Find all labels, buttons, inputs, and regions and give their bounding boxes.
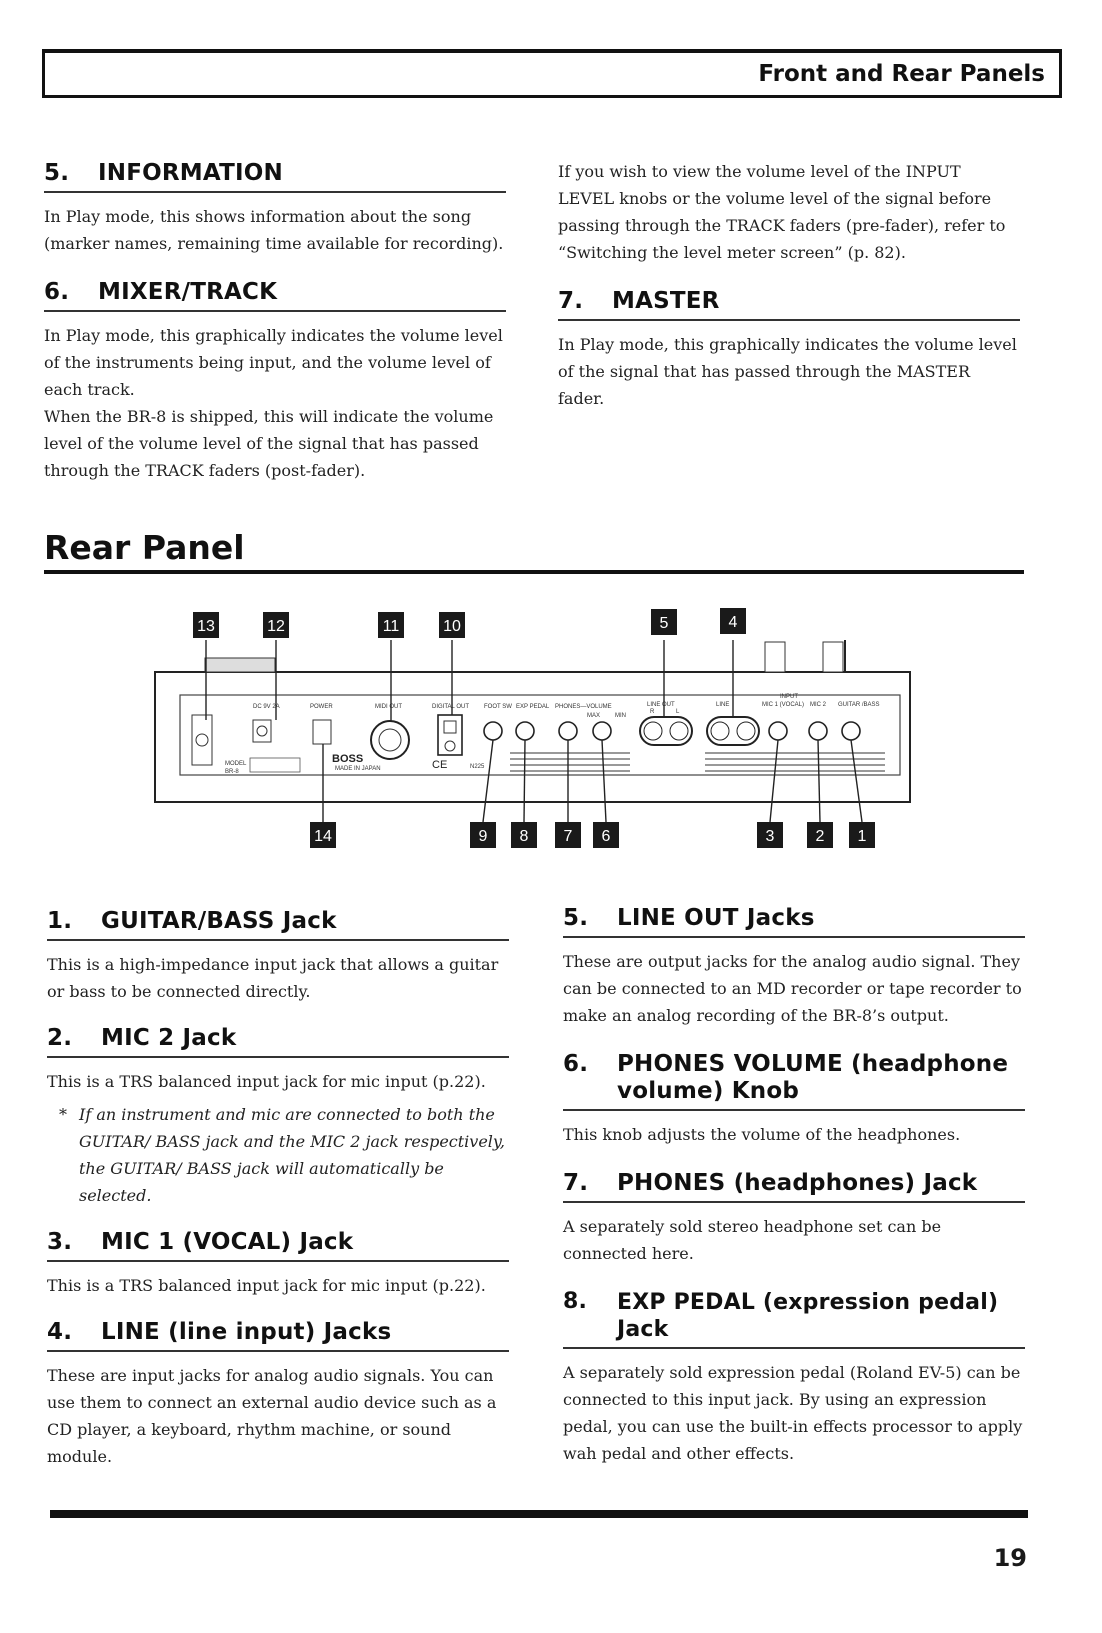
section-title: INFORMATION <box>98 160 283 186</box>
callout-7: 7 <box>563 828 573 845</box>
label-japan: MADE IN JAPAN <box>335 766 381 772</box>
callout-14: 14 <box>314 828 332 845</box>
section-number: 2. <box>47 1025 73 1051</box>
label-input: INPUT <box>780 694 798 700</box>
callout-6: 6 <box>601 828 611 845</box>
section-heading <box>44 160 506 193</box>
bottom-left-column <box>47 908 509 1496</box>
label-phones: PHONES—VOLUME <box>555 704 612 710</box>
section-heading <box>47 1229 509 1262</box>
callout-5: 5 <box>659 615 669 632</box>
callout-10: 10 <box>443 618 461 635</box>
label-min: MIN <box>615 713 626 719</box>
rear-panel-diagram <box>150 600 920 860</box>
section-master <box>558 288 1020 412</box>
section-mixer-track <box>44 279 506 484</box>
label-digital: DIGITAL OUT <box>432 704 470 710</box>
section-line-input <box>47 1319 509 1470</box>
label-r: R <box>650 709 655 715</box>
section-title: LINE (line input) Jacks <box>101 1319 392 1345</box>
label-n225: N225 <box>470 764 485 770</box>
section-number: 6. <box>44 279 70 305</box>
callout-13: 13 <box>197 618 215 635</box>
callout-2: 2 <box>815 828 825 845</box>
section-title: MIC 2 Jack <box>101 1025 237 1051</box>
label-exp: EXP PEDAL <box>516 704 550 710</box>
section-body: A separately sold expression pedal (Roland EV-5) can be connected to this input jack. By using an expression pedal, you can use the built-in effects processor to apply wah pedal and other effects. <box>563 1363 1023 1463</box>
section-heading <box>563 1289 1025 1349</box>
section-title: LINE OUT Jacks <box>617 905 815 931</box>
label-ce: CE <box>432 759 448 771</box>
section-title: MIXER/TRACK <box>98 279 278 305</box>
section-title: EXP PEDAL (expression pedal) Jack <box>617 1290 999 1342</box>
label-model: MODEL <box>225 761 247 767</box>
section-body: In Play mode, this graphically indicates the volume level of the signal that has passed through the MASTER fader. <box>558 335 1017 408</box>
bottom-right-column <box>563 905 1025 1493</box>
section-guitar-bass <box>47 908 509 1005</box>
section-number: 5. <box>563 905 589 931</box>
section-heading <box>558 288 1020 321</box>
label-guitar: GUITAR /BASS <box>838 702 880 708</box>
label-foot: FOOT SW <box>484 704 512 710</box>
section-number: 6. <box>563 1051 589 1077</box>
section-body: These are input jacks for analog audio signals. You can use them to connect an external audio device such as a CD player, a keyboard, rhythm machine, or sound module. <box>47 1366 497 1466</box>
section-exp-pedal <box>563 1289 1025 1467</box>
label-power: POWER <box>310 704 333 710</box>
rear-panel-title: Rear Panel <box>44 528 245 567</box>
section-title: PHONES (headphones) Jack <box>617 1170 978 1196</box>
header-box <box>42 49 1062 98</box>
section-heading <box>563 1051 1025 1111</box>
section-body: This knob adjusts the volume of the headphones. <box>563 1125 961 1144</box>
label-boss: BOSS <box>332 753 364 765</box>
note-text: If an instrument and mic are connected to both the GUITAR/ BASS jack and the MIC 2 jack respectively, the GUITAR/ BASS jack will automatically be selected. <box>79 1105 505 1205</box>
section-line-out <box>563 905 1025 1029</box>
meter-note: If you wish to view the volume level of the INPUT LEVEL knobs or the volume level of the signal before passing through the TRACK faders (pre-fader), refer to “Switching the level meter screen” (p. 82). <box>558 162 1006 262</box>
section-phones <box>563 1170 1025 1267</box>
page-number: 19 <box>993 1544 1027 1572</box>
section-mic2 <box>47 1025 509 1209</box>
section-body: This is a TRS balanced input jack for mic input (p.22). <box>47 1072 486 1091</box>
callout-3: 3 <box>765 828 775 845</box>
callout-11: 11 <box>382 618 400 635</box>
section-heading <box>44 279 506 312</box>
callout-9: 9 <box>478 828 488 845</box>
section-number: 3. <box>47 1229 73 1255</box>
section-heading <box>47 908 509 941</box>
top-right-column <box>558 158 1020 438</box>
label-br8: BR-8 <box>225 769 239 775</box>
callout-12: 12 <box>267 618 285 635</box>
note-marker: * <box>59 1105 67 1124</box>
section-phones-volume <box>563 1051 1025 1148</box>
section-heading <box>47 1319 509 1352</box>
section-title: PHONES VOLUME (headphone volume) Knob <box>617 1051 1009 1104</box>
label-line: LINE <box>716 702 730 708</box>
section-title: MIC 1 (VOCAL) Jack <box>101 1229 354 1255</box>
callout-1: 1 <box>857 828 867 845</box>
label-max: MAX <box>587 713 601 719</box>
section-body: A separately sold stereo headphone set can be connected here. <box>563 1217 942 1263</box>
callout-8: 8 <box>519 828 529 845</box>
label-l: L <box>676 709 680 715</box>
section-number: 1. <box>47 908 73 934</box>
section-mic1 <box>47 1229 509 1299</box>
section-number: 5. <box>44 160 70 186</box>
section-body: In Play mode, this shows information about the song (marker names, remaining time available for recording). <box>44 207 504 253</box>
section-body: In Play mode, this graphically indicates the volume level of the instruments being input, and the volume level of each track. <box>44 326 503 399</box>
header-title: Front and Rear Panels <box>758 61 1045 87</box>
footer-rule <box>50 1510 1028 1518</box>
section-number: 7. <box>563 1170 589 1196</box>
callout-4: 4 <box>728 614 738 631</box>
section-heading <box>563 905 1025 938</box>
section-body: These are output jacks for the analog audio signal. They can be connected to an MD recorder or tape recorder to make an analog recording of the BR-8’s output. <box>563 952 1022 1025</box>
label-dc: DC 9V 2A <box>253 704 280 710</box>
section-number: 7. <box>558 288 584 314</box>
section-number: 4. <box>47 1319 73 1345</box>
section-heading <box>563 1170 1025 1203</box>
section-title: MASTER <box>612 288 720 314</box>
section-number: 8. <box>563 1289 588 1314</box>
section-title: GUITAR/BASS Jack <box>101 908 337 934</box>
section-heading <box>47 1025 509 1058</box>
label-mic2: MIC 2 <box>810 702 827 708</box>
section-body: This is a high-impedance input jack that allows a guitar or bass to be connected directly. <box>47 955 499 1001</box>
section-body: When the BR-8 is shipped, this will indicate the volume level of the volume level of the signal that has passed through the TRACK faders (post-fader). <box>44 407 494 480</box>
label-lineout: LINE OUT <box>647 702 675 708</box>
top-left-column <box>44 160 506 510</box>
section-body: This is a TRS balanced input jack for mic input (p.22). <box>47 1276 486 1295</box>
label-midi: MIDI OUT <box>375 704 402 710</box>
label-mic1: MIC 1 (VOCAL) <box>762 702 805 708</box>
section-information <box>44 160 506 257</box>
rear-panel-rule <box>44 570 1024 574</box>
section-note <box>47 1101 509 1209</box>
